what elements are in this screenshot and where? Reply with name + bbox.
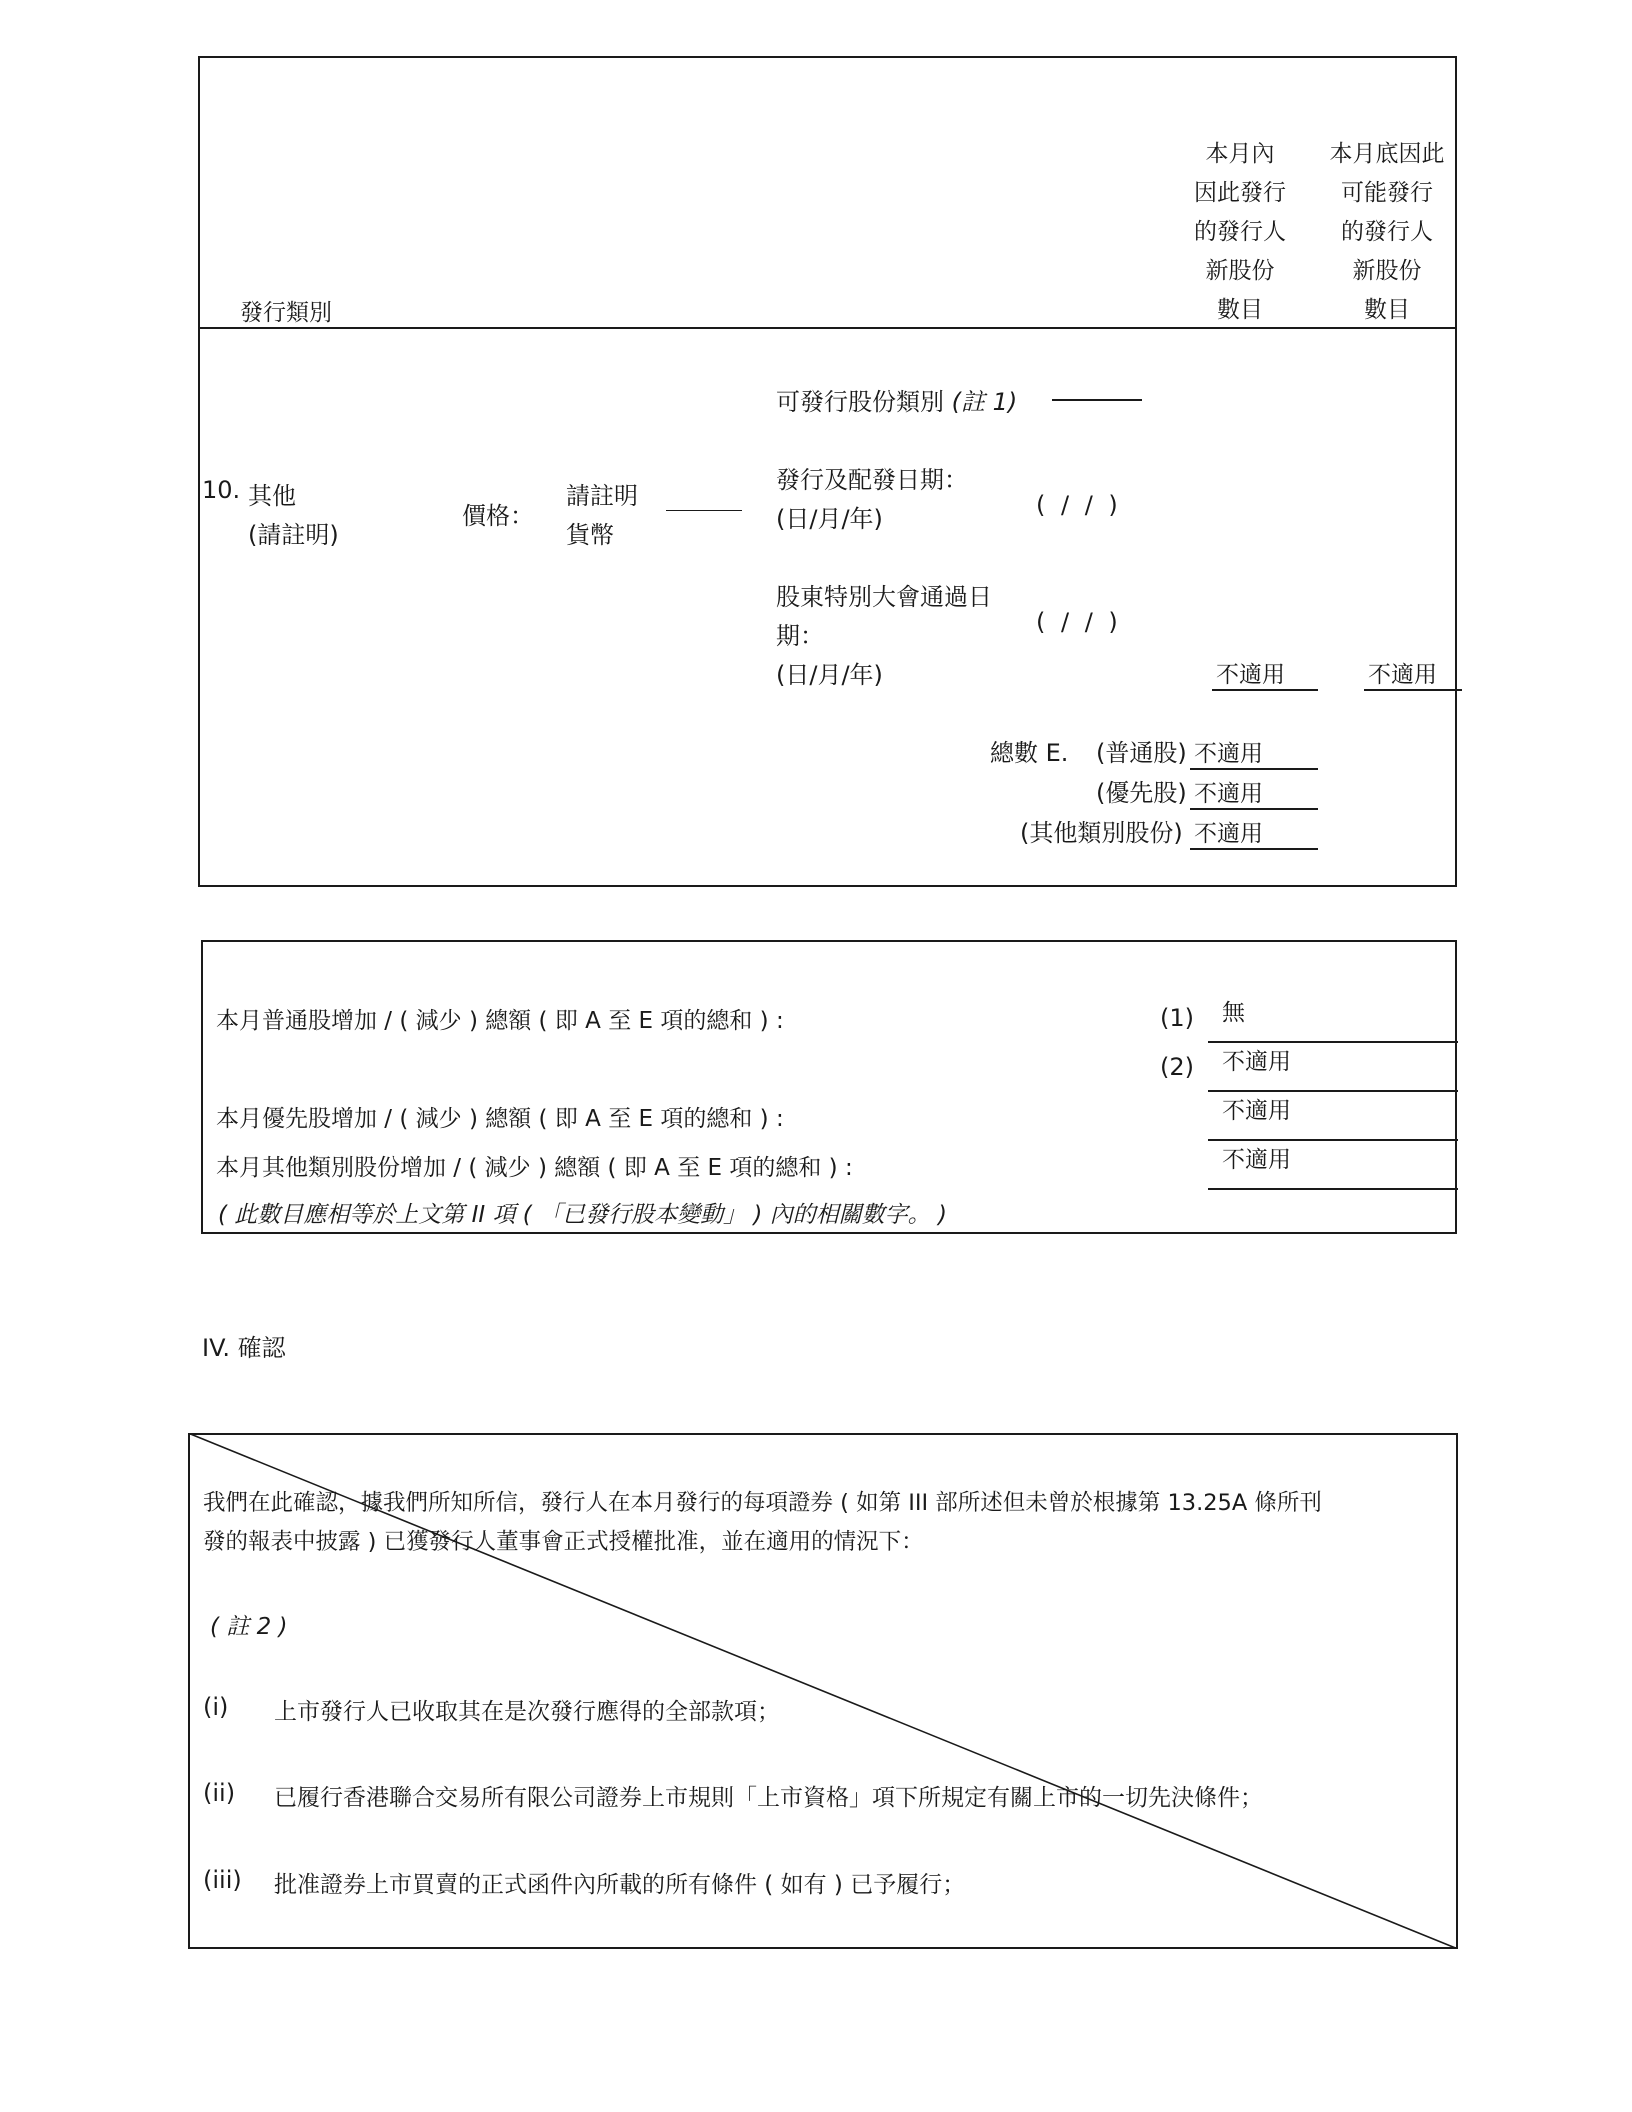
confirmation-item-text: 批准證券上市買賣的正式函件內所載的所有條件 ( 如有 ) 已予履行； <box>274 1872 966 1898</box>
confirmation-item-marker: (i) <box>203 1693 229 1721</box>
ordinary-value-1: 無 <box>1222 1000 1245 1026</box>
egm-date-label-line1: 股東特別大會通過日 <box>776 583 992 611</box>
col-header-issued-line: 新股份 <box>1205 258 1275 284</box>
confirmation-item-text: 上市發行人已收取其在是次發行應得的全部款項； <box>274 1699 780 1725</box>
total-preference-label: (優先股) <box>1096 779 1187 807</box>
col-header-issued-line: 數目 <box>1217 297 1263 323</box>
currency-blank-line <box>666 510 742 511</box>
other-total-label: 本月其他類別股份增加 / ( 減少 ) 總額 ( 即 A 至 E 項的總和 ) : <box>216 1155 853 1181</box>
confirmation-note: ( 註 2 ) <box>210 1614 288 1640</box>
total-label: 總數 E. <box>990 739 1069 767</box>
confirmation-intro-line2: 發的報表中披露 ) 已獲發行人董事會正式授權批准，並在適用的情況下： <box>203 1529 924 1555</box>
col-header-issued <box>1180 135 1300 330</box>
issue-date-label: 發行及配發日期： <box>776 466 968 494</box>
confirmation-item-marker: (iii) <box>203 1866 242 1894</box>
possible-value: 不適用 <box>1364 656 1462 691</box>
confirmation-item-marker: (ii) <box>203 1779 236 1807</box>
total-ordinary-value: 不適用 <box>1190 735 1318 770</box>
share-class-blank-line <box>1052 399 1142 401</box>
col-header-issued-line: 的發行人 <box>1194 219 1286 245</box>
col-header-issued-line: 本月內 <box>1205 141 1275 167</box>
confirmation-intro-line1: 我們在此確認，據我們所知所信，發行人在本月發行的每項證券 ( 如第 III 部所述但未曾於根據第 13.25A 條所刊 <box>203 1490 1322 1516</box>
other-total-value: 不適用 <box>1222 1147 1291 1173</box>
confirmation-heading: IV. 確認 <box>202 1334 286 1362</box>
col-header-possible-line: 可能發行 <box>1341 180 1433 206</box>
egm-date-label-line2: 期： <box>776 622 824 650</box>
col-header-possible-line: 本月底因此 <box>1329 141 1445 167</box>
confirmation-item-text: 已履行香港聯合交易所有限公司證券上市規則「上市資格」項下所規定有關上市的一切先決條件； <box>274 1785 1263 1811</box>
ordinary-total-label: 本月普通股增加 / ( 減少 ) 總額 ( 即 A 至 E 項的總和 ) : <box>216 1008 784 1034</box>
col-header-possible <box>1312 135 1462 330</box>
price-label: 價格： <box>462 502 534 530</box>
share-class-note: (註 1) <box>951 388 1018 416</box>
total-ordinary-label: (普通股) <box>1096 739 1187 767</box>
col-header-category: 發行類別 <box>240 300 332 326</box>
totals-note: ( 此數目應相等於上文第 II 項 ( 「已發行股本變動」 ) 內的相關數字。 ) <box>218 1202 947 1228</box>
row-number: 10. <box>202 476 241 504</box>
ordinary-value-2: 不適用 <box>1222 1049 1291 1075</box>
share-class-label <box>776 382 1017 417</box>
col-header-possible-line: 新股份 <box>1352 258 1422 284</box>
egm-date-value: ( / / ) <box>1036 608 1122 636</box>
col-header-possible-line: 的發行人 <box>1341 219 1433 245</box>
marker-1: (1) <box>1160 1004 1194 1032</box>
col-header-issued-line: 因此發行 <box>1194 180 1286 206</box>
issued-value: 不適用 <box>1212 656 1318 691</box>
currency-line1: 請註明 <box>566 482 638 510</box>
share-class-text: 可發行股份類別 <box>776 388 944 416</box>
preference-total-value: 不適用 <box>1222 1098 1291 1124</box>
total-preference-value: 不適用 <box>1190 775 1318 810</box>
issue-date-value: ( / / ) <box>1036 491 1122 519</box>
marker-2: (2) <box>1160 1053 1194 1081</box>
row-label: 其他 <box>248 482 296 510</box>
total-other-value: 不適用 <box>1190 815 1318 850</box>
egm-date-format: (日/月/年) <box>776 661 883 689</box>
col-header-possible-line: 數目 <box>1364 297 1410 323</box>
other-value-line <box>1208 1188 1458 1190</box>
preference-total-label: 本月優先股增加 / ( 減少 ) 總額 ( 即 A 至 E 項的總和 ) : <box>216 1106 784 1132</box>
row-label-sub: (請註明) <box>248 521 339 549</box>
issue-date-format: (日/月/年) <box>776 505 883 533</box>
total-other-label: (其他類別股份) <box>1020 819 1183 847</box>
currency-line2: 貨幣 <box>566 521 614 549</box>
